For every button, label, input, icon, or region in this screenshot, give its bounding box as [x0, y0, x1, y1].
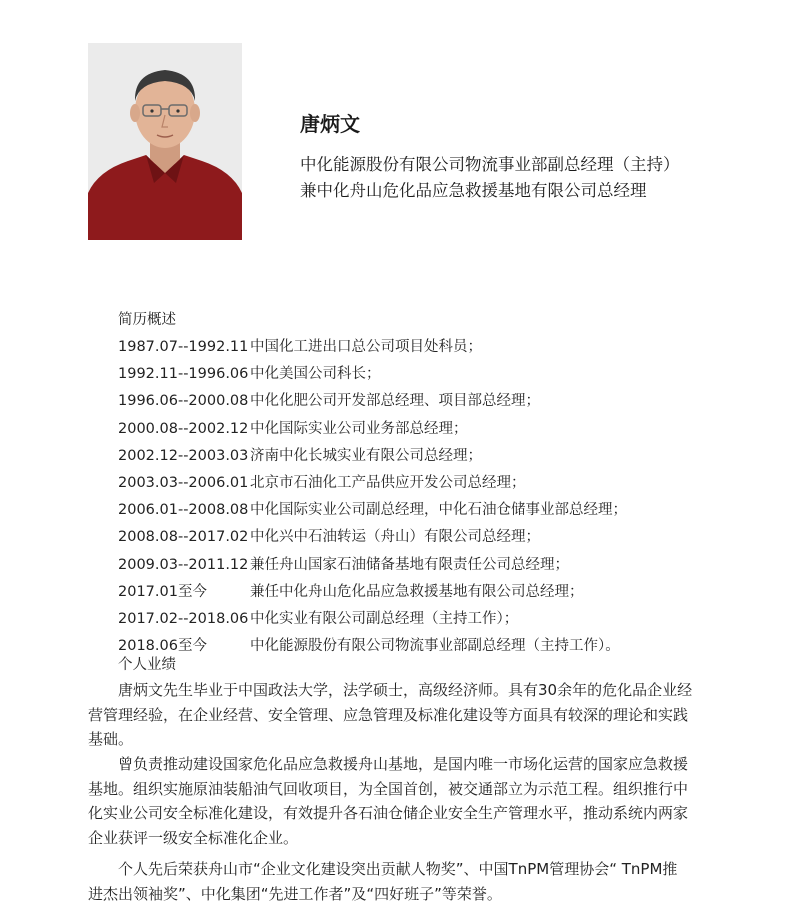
resume-entry	[118, 361, 758, 388]
paragraph-line: 企业获评一级安全标准化企业。	[88, 828, 299, 847]
resume-entry	[118, 388, 758, 415]
performance-paragraph-3	[88, 857, 740, 906]
resume-desc: 兼任中化舟山危化品应急救援基地有限公司总经理；	[250, 583, 584, 600]
job-title-line-1: 中化能源股份有限公司物流事业部副总经理（主持）	[300, 155, 680, 174]
resume-period: 2002.12--2003.03	[118, 447, 249, 464]
paragraph-line: 进杰出领袖奖”、中化集团“先进工作者”及“四好班子”等荣誉。	[88, 884, 502, 903]
job-title-line-2: 兼中化舟山危化品应急救援基地有限公司总经理	[300, 181, 647, 200]
resume-period: 2018.06至今	[118, 638, 207, 655]
resume-desc: 中化美国公司科长；	[250, 366, 381, 383]
performance-paragraph-1	[88, 678, 740, 752]
portrait-icon	[88, 43, 242, 240]
resume-period: 2017.01至今	[118, 583, 207, 600]
resume-period: 2006.01--2008.08	[118, 502, 249, 519]
resume-entry	[118, 416, 758, 443]
paragraph-line: 营管理经验，在企业经营、安全管理、应急管理及标准化建设等方面具有较深的理论和实践	[88, 705, 689, 724]
resume-period: 1996.06--2000.08	[118, 393, 249, 410]
resume-entry	[118, 524, 758, 551]
resume-entry	[118, 606, 758, 633]
performance-heading: 个人业绩	[118, 657, 176, 673]
resume-entry	[118, 579, 758, 606]
resume-period: 2003.03--2006.01	[118, 474, 249, 491]
resume-list	[118, 334, 758, 660]
paragraph-line: 基地。组织实施原油装船油气回收项目，为全国首创，被交通部立为示范工程。组织推行中	[88, 779, 689, 798]
paragraph-line: 曾负责推动建设国家危化品应急救援舟山基地，是国内唯一市场化运营的国家应急救援	[118, 755, 689, 773]
person-name: 唐炳文	[300, 112, 360, 136]
resume-period: 2000.08--2002.12	[118, 420, 249, 437]
resume-desc: 中化国际实业公司业务部总经理；	[250, 420, 468, 437]
performance-paragraph-2	[88, 752, 740, 850]
paragraph-line: 唐炳文先生毕业于中国政法大学，法学硕士，高级经济师。具有30余年的危化品企业经	[118, 681, 693, 699]
resume-entry	[118, 497, 758, 524]
resume-desc: 中国化工进出口总公司项目处科员；	[250, 339, 482, 355]
resume-entry	[118, 443, 758, 470]
resume-desc: 北京市石油化工产品供应开发公司总经理；	[250, 474, 526, 491]
resume-desc: 中化国际实业公司副总经理，中化石油仓储事业部总经理；	[250, 502, 627, 519]
resume-desc: 兼任舟山国家石油储备基地有限责任公司总经理；	[250, 556, 569, 573]
resume-period: 1987.07--1992.11	[118, 339, 249, 355]
paragraph-line: 个人先后荣获舟山市“企业文化建设突出贡献人物奖”、中国TnPM管理协会“ TnPM推	[118, 860, 678, 878]
resume-desc: 济南中化长城实业有限公司总经理；	[250, 447, 482, 464]
resume-heading: 简历概述	[118, 312, 176, 328]
paragraph-line: 化实业公司安全标准化建设，有效提升各石油仓储企业安全生产管理水平，推动系统内两家	[88, 804, 689, 822]
resume-entry	[118, 470, 758, 497]
resume-period: 2017.02--2018.06	[118, 610, 249, 627]
resume-desc: 中化兴中石油转运（舟山）有限公司总经理；	[250, 529, 540, 546]
resume-desc: 中化实业有限公司副总经理（主持工作）；	[250, 610, 519, 627]
portrait-photo	[88, 43, 242, 240]
resume-period: 2008.08--2017.02	[118, 529, 249, 546]
resume-period: 1992.11--1996.06	[118, 366, 249, 383]
resume-period: 2009.03--2011.12	[118, 556, 249, 573]
resume-desc: 中化能源股份有限公司物流事业部副总经理（主持工作）。	[250, 638, 620, 655]
resume-entry	[118, 552, 758, 579]
resume-entry	[118, 633, 758, 660]
resume-desc: 中化化肥公司开发部总经理、项目部总经理；	[250, 393, 540, 410]
resume-entry	[118, 334, 758, 361]
paragraph-line: 基础。	[88, 730, 134, 748]
